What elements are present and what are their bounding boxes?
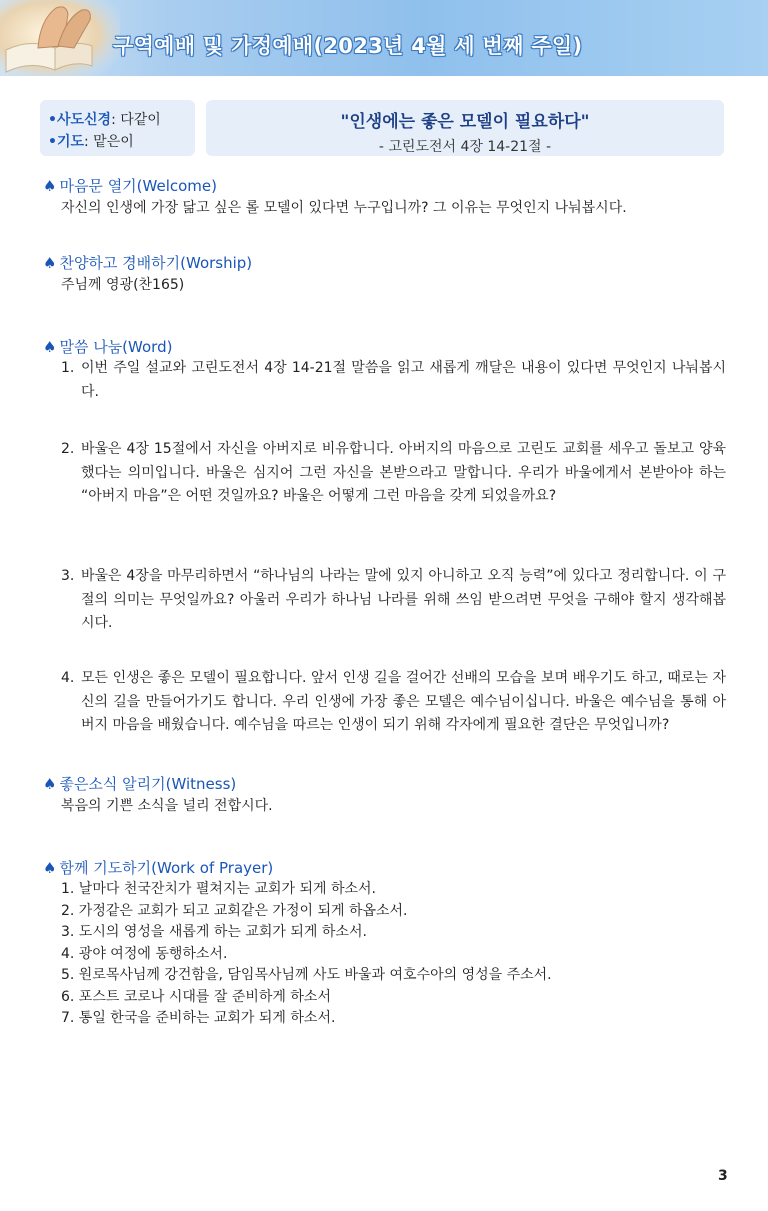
question-item	[61, 438, 726, 509]
section-heading-text: 찬양하고 경배하기(Worship)	[59, 254, 253, 272]
section-heading	[43, 336, 728, 358]
prayer-value: : 맡은이	[84, 134, 134, 150]
section-word	[43, 336, 728, 358]
section-worship	[43, 252, 728, 296]
section-body: 자신의 인생에 가장 닮고 싶은 롤 모델이 있다면 누구입니까? 그 이유는 무엇인지 나눠봅시다.	[61, 200, 627, 216]
question-item	[61, 565, 726, 636]
section-heading	[43, 175, 728, 197]
section-heading	[43, 857, 728, 879]
prayer-line	[48, 131, 195, 153]
creed-label: 사도신경	[56, 112, 112, 128]
bullet-dot-icon: •	[48, 112, 57, 128]
section-witness	[43, 773, 728, 817]
question-number: 3.	[61, 568, 75, 584]
spade-icon: ♠	[43, 177, 57, 195]
question-text: 바울은 4장 15절에서 자신을 아버지로 비유합니다. 아버지의 마음으로 고린도 교회를 세우고 돌보고 양육했다는 의미입니다. 바울은 심지어 그런 자신을 본받으라고 말합니다. 우리가 바울에게서 본받아야 하는 “아버지 마음”은 어떤 것일까요? 바울은 어떻게 그런 마음을 갖게 되었을까요?	[81, 441, 726, 504]
spade-icon: ♠	[43, 775, 57, 793]
question-number: 1.	[61, 360, 75, 376]
prayer-label: 기도	[56, 134, 85, 150]
prayer-item: 2. 가정같은 교회가 되고 교회같은 가정이 되게 하옵소서.	[61, 902, 408, 919]
section-heading-text: 마음문 열기(Welcome)	[59, 177, 217, 195]
section-heading	[43, 252, 728, 274]
question-text: 모든 인생은 좋은 모델이 필요합니다. 앞서 인생 길을 걸어간 선배의 모습을 보며 배우기도 하고, 때로는 자신의 길을 만들어가기도 합니다. 우리 인생에 가장 좋은 모델은 예수님이십니다. 바울은 예수님을 통해 아버지 마음을 배웠습니다. 예수님을 따르는 인생이 되기 위해 각자에게 필요한 결단은 무엇입니까?	[81, 670, 726, 733]
spade-icon: ♠	[43, 254, 57, 272]
question-text: 이번 주일 설교와 고린도전서 4장 14-21절 말씀을 읽고 새롭게 깨달은 내용이 있다면 무엇인지 나눠봅시다.	[81, 360, 726, 400]
spade-icon: ♠	[43, 859, 57, 877]
creed-line	[48, 109, 195, 131]
section-welcome	[43, 175, 728, 219]
sermon-title-box	[206, 100, 724, 156]
worship-order-box	[40, 100, 195, 156]
spade-icon: ♠	[43, 338, 57, 356]
prayer-item: 1. 날마다 천국잔치가 펼쳐지는 교회가 되게 하소서.	[61, 881, 376, 897]
prayer-item: 6. 포스트 코로나 시대를 잘 준비하게 하소서	[61, 988, 331, 1005]
prayer-item: 5. 원로목사님께 강건함을, 담임목사님께 사도 바울과 여호수아의 영성을 주소서.	[61, 967, 552, 983]
page-number: 3	[718, 1168, 728, 1184]
question-item	[61, 357, 726, 404]
question-number: 4.	[61, 670, 75, 686]
question-number: 2.	[61, 441, 75, 457]
prayer-item: 3. 도시의 영성을 새롭게 하는 교회가 되게 하소서.	[61, 924, 367, 940]
prayer-item: 4. 광야 여정에 동행하소서.	[61, 945, 228, 962]
section-body: 복음의 기쁜 소식을 널리 전합시다.	[61, 798, 273, 814]
header-banner	[0, 0, 768, 76]
sermon-title: "인생에는 좋은 모델이 필요하다"	[340, 112, 590, 132]
question-text: 바울은 4장을 마무리하면서 “하나님의 나라는 말에 있지 아니하고 오직 능력”에 있다고 정리합니다. 이 구절의 의미는 무엇일까요? 아울러 우리가 하나님 나라를 위해 쓰임 받으려면 무엇을 구해야 할지 생각해봅시다.	[81, 568, 726, 631]
bullet-dot-icon: •	[48, 134, 57, 150]
section-body: 주님께 영광(찬165)	[61, 277, 185, 293]
question-item	[61, 667, 726, 738]
prayer-item: 7. 통일 한국을 준비하는 교회가 되게 하소서.	[61, 1010, 336, 1026]
praying-hands-bible-image	[0, 0, 120, 76]
section-heading	[43, 773, 728, 795]
scripture-reference: - 고린도전서 4장 14-21절 -	[378, 139, 552, 155]
section-prayer	[43, 857, 728, 1030]
creed-value: : 다같이	[111, 112, 161, 128]
header-title: 구역예배 및 가정예배(2023년 4월 세 번째 주일)	[113, 34, 583, 58]
section-heading-text: 함께 기도하기(Work of Prayer)	[59, 859, 274, 877]
section-heading-text: 말씀 나눔(Word)	[59, 338, 173, 356]
prayer-list	[61, 879, 728, 1030]
section-heading-text: 좋은소식 알리기(Witness)	[59, 775, 237, 793]
